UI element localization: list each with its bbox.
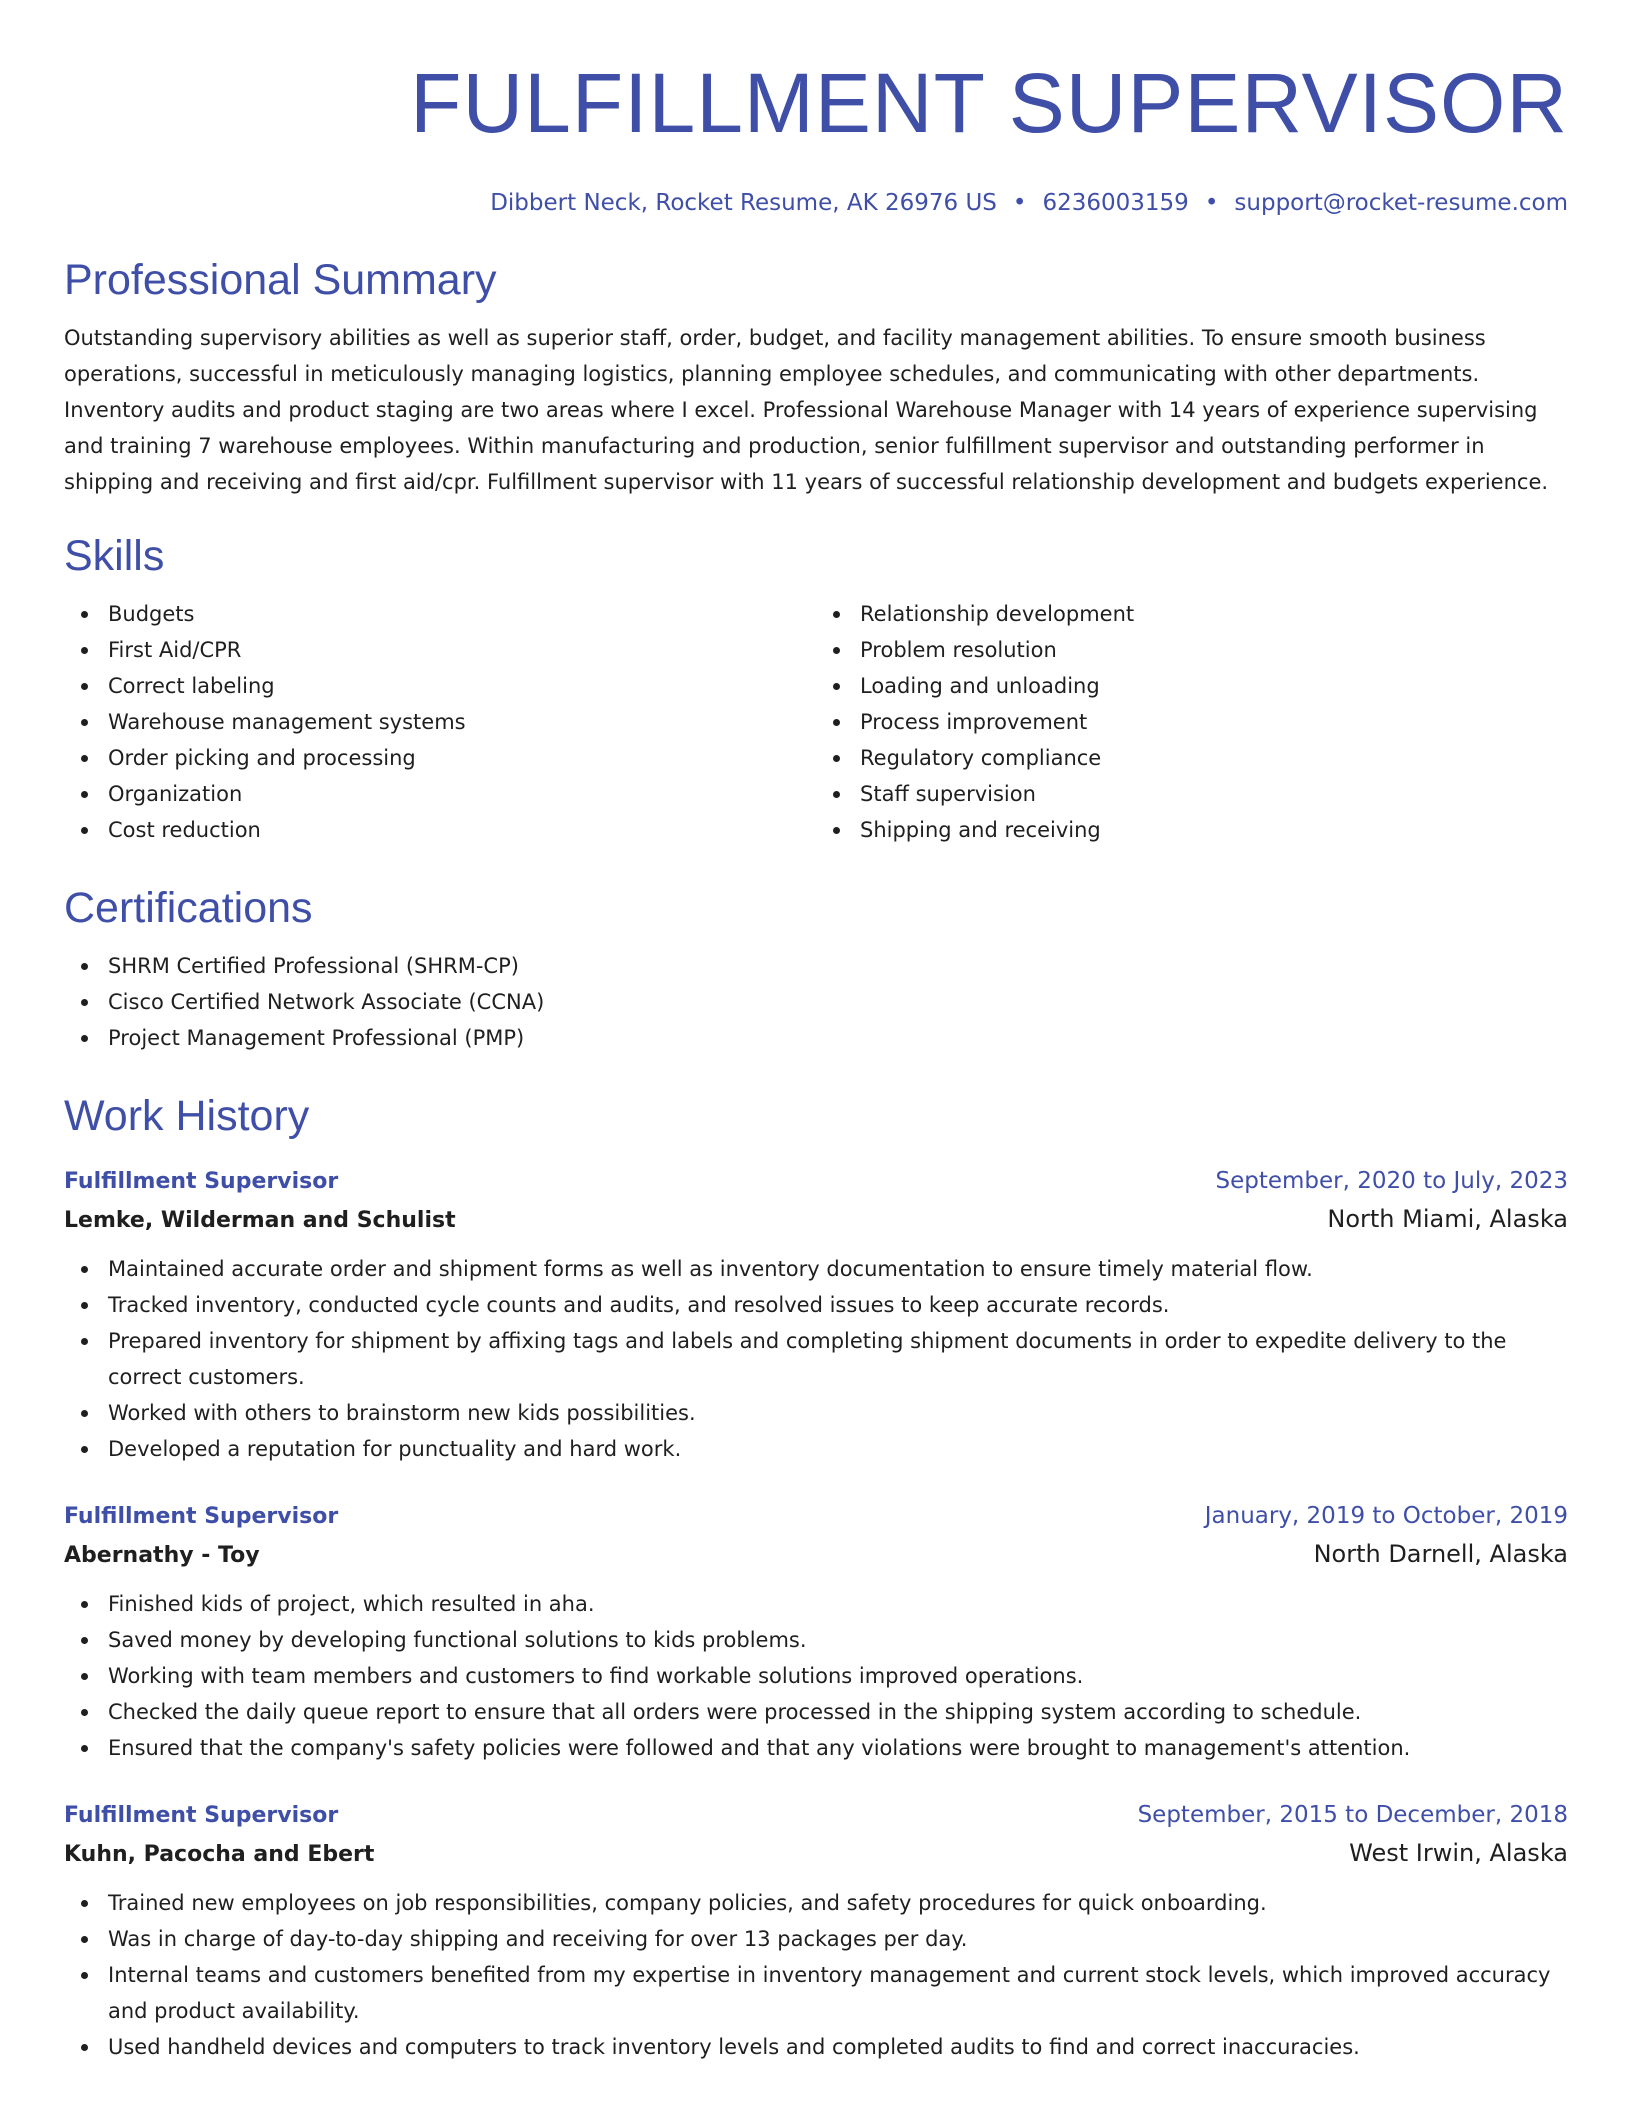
job-company: Kuhn, Pacocha and Ebert: [64, 1842, 375, 1867]
skill-item: Loading and unloading: [860, 668, 1568, 704]
job-bullet: Working with team members and customers to find workable solutions improved operations.: [108, 1658, 1568, 1694]
skill-item: Problem resolution: [860, 632, 1568, 668]
skill-item: Shipping and receiving: [860, 812, 1568, 848]
skills-list-left: [64, 596, 816, 848]
skill-item: Warehouse management systems: [108, 704, 816, 740]
skills-columns: [64, 596, 1568, 848]
job-entry: [64, 1164, 1568, 1467]
job-dates: September, 2015 to December, 2018: [1137, 1802, 1568, 1828]
skill-item: Process improvement: [860, 704, 1568, 740]
job-bullets: [64, 1586, 1568, 1766]
contact-address: Dibbert Neck, Rocket Resume, AK 26976 US: [490, 190, 997, 216]
job-bullet: Developed a reputation for punctuality and hard work.: [108, 1431, 1568, 1467]
skills-list-right: [816, 596, 1568, 848]
certification-item: SHRM Certified Professional (SHRM-CP): [108, 948, 1568, 984]
contact-phone: 6236003159: [1042, 190, 1189, 216]
job-title: Fulfillment Supervisor: [64, 1504, 339, 1529]
skill-item: Regulatory compliance: [860, 740, 1568, 776]
skill-item: Budgets: [108, 596, 816, 632]
job-dates: September, 2020 to July, 2023: [1215, 1168, 1568, 1194]
contact-separator: •: [1012, 190, 1027, 216]
summary-heading: Professional Summary: [64, 256, 497, 304]
job-location: North Darnell, Alaska: [1313, 1540, 1568, 1568]
job-title: Fulfillment Supervisor: [64, 1803, 339, 1828]
job-company: Abernathy - Toy: [64, 1543, 260, 1568]
skill-item: Relationship development: [860, 596, 1568, 632]
job-bullets: [64, 1251, 1568, 1467]
skill-item: Correct labeling: [108, 668, 816, 704]
certification-item: Project Management Professional (PMP): [108, 1020, 1568, 1056]
job-bullet: Finished kids of project, which resulted in aha.: [108, 1586, 1568, 1622]
job-bullet: Maintained accurate order and shipment forms as well as inventory documentation to ensure timely material flow.: [108, 1251, 1568, 1287]
job-bullet: Checked the daily queue report to ensure that all orders were processed in the shipping system according to schedule.: [108, 1694, 1568, 1730]
contact-separator: •: [1204, 190, 1219, 216]
job-bullet: Internal teams and customers benefited from my expertise in inventory management and current stock levels, which improved accuracy and product availability.: [108, 1957, 1568, 2029]
contact-line: [64, 188, 1568, 218]
summary-text: Outstanding supervisory abilities as well as superior staff, order, budget, and facility management abilities. To ensure smooth business operations, successful in meticulously managing logistics, planning employee schedules, and communicating with other departments. Inventory audits and product staging are two areas where I excel. Professional Warehouse Manager with 14 years of experience supervising and training 7 warehouse employees. Within manufacturing and production, senior fulfillment supervisor and outstanding performer in shipping and receiving and first aid/cpr. Fulfillment supervisor with 11 years of successful relationship development and budgets experience.: [64, 326, 1549, 494]
job-bullet: Prepared inventory for shipment by affixing tags and labels and completing shipment documents in order to expedite delivery to the correct customers.: [108, 1323, 1568, 1395]
skills-heading: Skills: [64, 532, 165, 580]
job-bullet: Was in charge of day-to-day shipping and receiving for over 13 packages per day.: [108, 1921, 1568, 1957]
job-bullet: Used handheld devices and computers to track inventory levels and completed audits to find and correct inaccuracies.: [108, 2029, 1568, 2065]
resume-name: FULFILLMENT SUPERVISOR: [410, 56, 1568, 150]
certifications-list: [64, 948, 1568, 1056]
job-location: West Irwin, Alaska: [1349, 1839, 1568, 1867]
job-bullet: Ensured that the company's safety policies were followed and that any violations were brought to management's attention.: [108, 1730, 1568, 1766]
job-bullet: Trained new employees on job responsibilities, company policies, and safety procedures for quick onboarding.: [108, 1885, 1568, 1921]
job-bullet: Saved money by developing functional solutions to kids problems.: [108, 1622, 1568, 1658]
certifications-heading: Certifications: [64, 884, 313, 932]
job-bullet: Worked with others to brainstorm new kids possibilities.: [108, 1395, 1568, 1431]
job-bullets: [64, 1885, 1568, 2065]
work-history-heading: Work History: [64, 1092, 310, 1140]
skill-item: Order picking and processing: [108, 740, 816, 776]
skill-item: Staff supervision: [860, 776, 1568, 812]
job-entry: [64, 1798, 1568, 2065]
job-company: Lemke, Wilderman and Schulist: [64, 1208, 456, 1233]
contact-email: support@rocket-resume.com: [1234, 190, 1568, 216]
resume-page: [64, 0, 1568, 2065]
skill-item: Cost reduction: [108, 812, 816, 848]
job-dates: January, 2019 to October, 2019: [1204, 1503, 1568, 1529]
job-title: Fulfillment Supervisor: [64, 1169, 339, 1194]
job-location: North Miami, Alaska: [1327, 1205, 1568, 1233]
job-entry: [64, 1499, 1568, 1766]
job-bullet: Tracked inventory, conducted cycle counts and audits, and resolved issues to keep accurate records.: [108, 1287, 1568, 1323]
certification-item: Cisco Certified Network Associate (CCNA): [108, 984, 1568, 1020]
skill-item: First Aid/CPR: [108, 632, 816, 668]
skill-item: Organization: [108, 776, 816, 812]
